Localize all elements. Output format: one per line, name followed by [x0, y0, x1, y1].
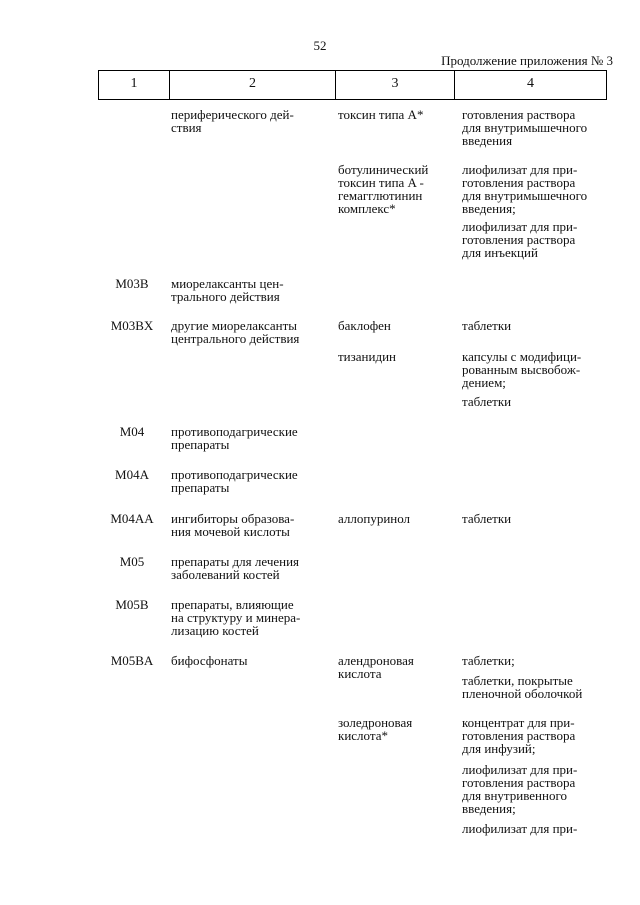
- continuation-note: Продолжение приложения № 3: [441, 53, 613, 68]
- header-col-2: 2: [249, 76, 256, 91]
- dosage-form: лиофилизат для при- готовления раствора для внутривенного введения;: [462, 762, 578, 816]
- dosage-form: таблетки, покрытые пленочной оболочкой: [462, 673, 583, 701]
- atc-code: M05B: [115, 597, 149, 612]
- group-name: препараты, влияющие на структуру и минера- лизацию костей: [171, 597, 301, 638]
- dosage-form: лиофилизат для при- готовления раствора для инъекций: [462, 219, 578, 260]
- dosage-form: лиофилизат для при- готовления раствора для внутримышечного введения;: [462, 162, 588, 216]
- header-col-4: 4: [527, 76, 534, 91]
- dosage-form: таблетки: [462, 394, 512, 409]
- drug-name: ботулинический токсин типа A - гемагглютинин комплекс*: [338, 162, 429, 216]
- dosage-form: готовления раствора для внутримышечного введения: [462, 107, 588, 148]
- atc-code: M03B: [115, 276, 149, 291]
- page-number: 52: [313, 38, 327, 53]
- group-name: ингибиторы образова- ния мочевой кислоты: [171, 511, 295, 539]
- header-col-1: 1: [130, 76, 138, 91]
- table-header: [98, 70, 607, 100]
- header-col-3: 3: [391, 76, 399, 91]
- dosage-form: лиофилизат для при-: [462, 821, 578, 836]
- group-name: другие миорелаксанты центрального действия: [171, 318, 300, 346]
- dosage-form: таблетки: [462, 511, 512, 526]
- group-name: бифосфонаты: [171, 653, 248, 668]
- dosage-form: капсулы с модифици- рованным высвобож- дением;: [462, 349, 582, 390]
- dosage-form: таблетки: [462, 318, 512, 333]
- atc-code: M04A: [115, 467, 149, 482]
- drug-name: аллопуринол: [338, 511, 411, 526]
- dosage-form: концентрат для при- готовления раствора для инфузий;: [462, 715, 576, 756]
- group-name: противоподагрические препараты: [171, 424, 298, 452]
- atc-code: M03BX: [110, 318, 154, 333]
- group-name: препараты для лечения заболеваний костей: [171, 554, 300, 582]
- drug-name: алендроновая кислота: [338, 653, 414, 681]
- atc-code: M05: [119, 554, 145, 569]
- group-name: противоподагрические препараты: [171, 467, 298, 495]
- group-name: периферического дей- ствия: [171, 107, 294, 135]
- atc-code: M04: [119, 424, 145, 439]
- drug-name: токсин типа A*: [338, 107, 424, 122]
- drug-name: тизанидин: [338, 349, 396, 364]
- group-name: миорелаксанты цен- трального действия: [171, 276, 284, 304]
- drug-name: баклофен: [338, 318, 391, 333]
- atc-code: M05BA: [110, 653, 154, 668]
- dosage-form: таблетки;: [462, 653, 515, 668]
- atc-code: M04AA: [110, 511, 154, 526]
- drug-name: золедроновая кислота*: [338, 715, 413, 743]
